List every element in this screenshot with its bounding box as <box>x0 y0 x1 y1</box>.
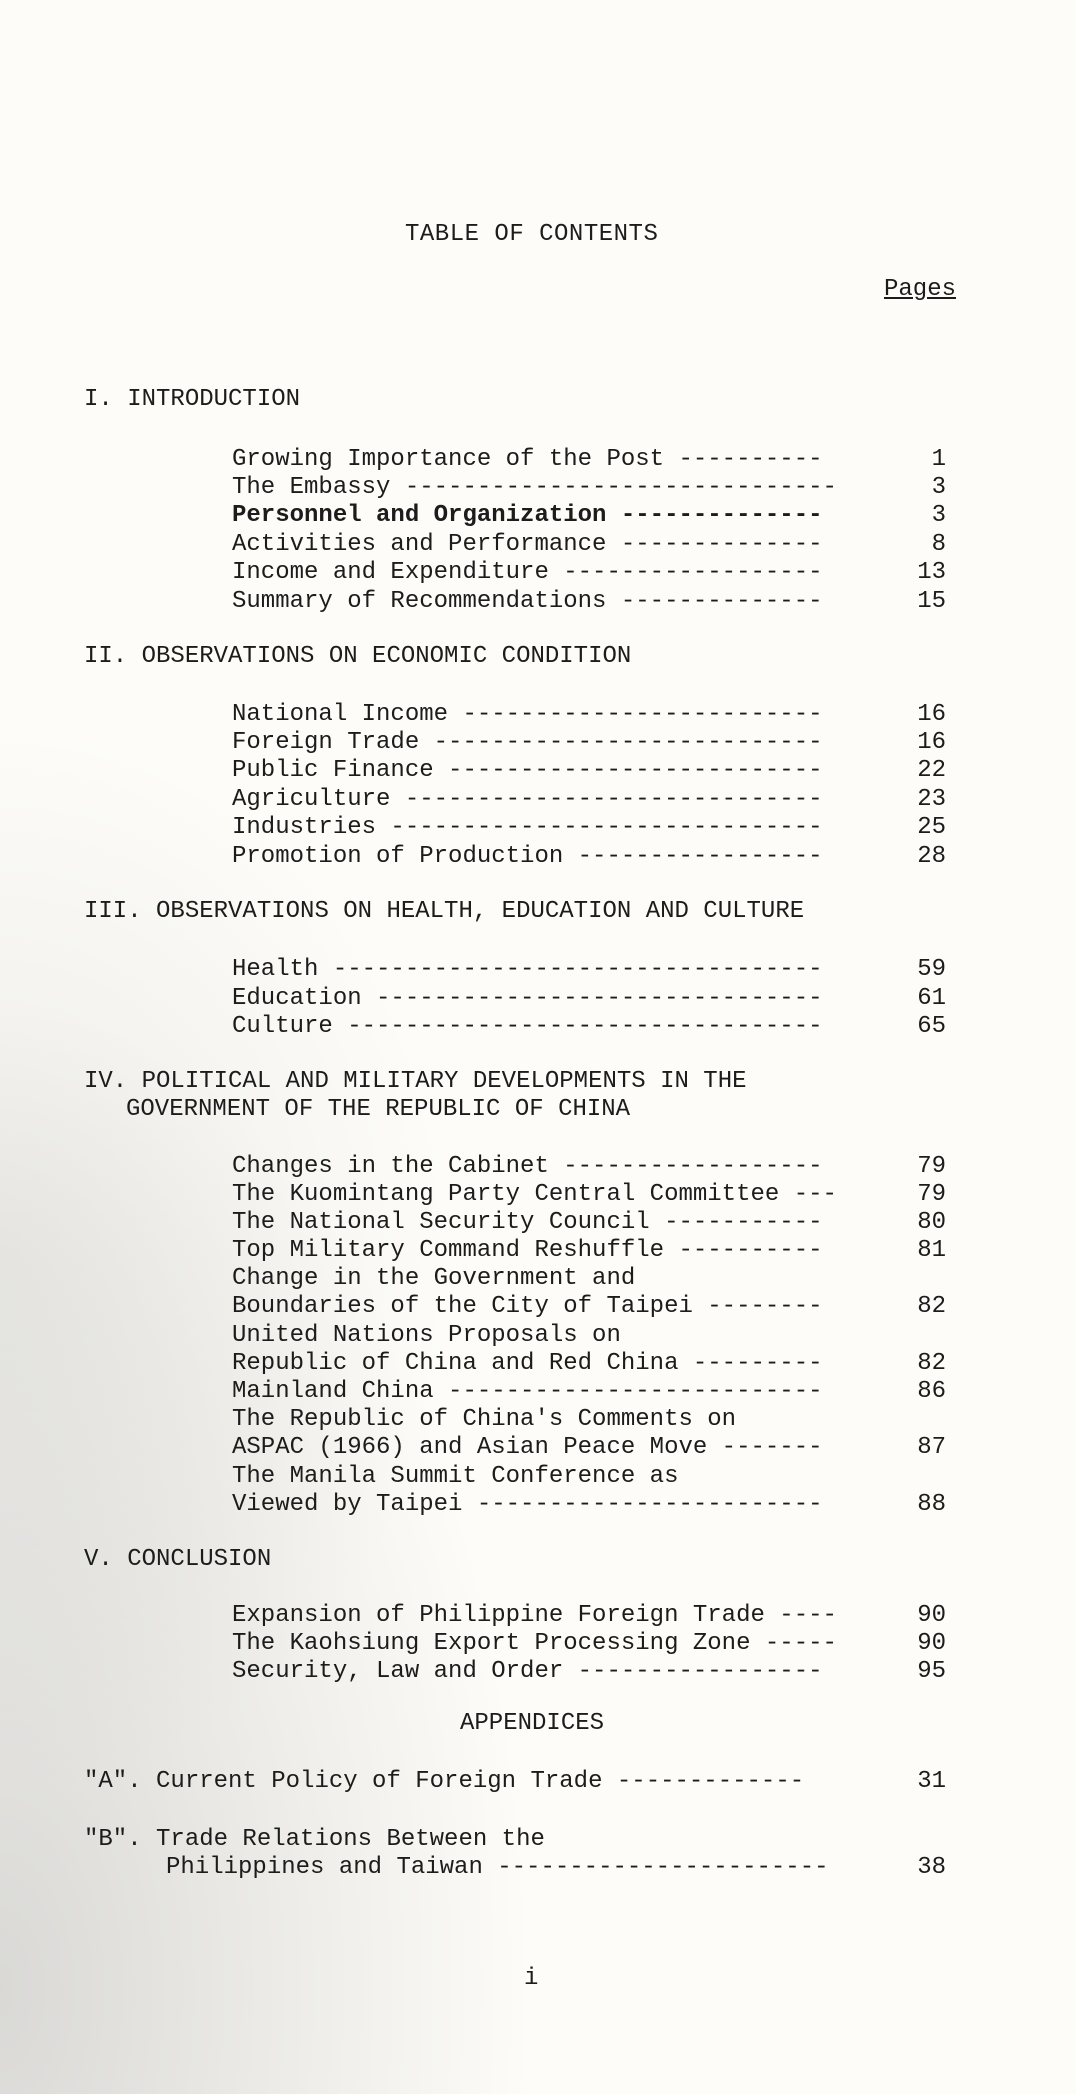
toc-entry-label: Promotion of Production ----------------- <box>232 843 823 870</box>
toc-entry-label: National Income ------------------------- <box>232 701 823 728</box>
toc-entry-page: 65 <box>917 1013 946 1040</box>
appendix-page: 31 <box>917 1768 946 1795</box>
toc-entry-page: 15 <box>917 588 946 615</box>
appendix-label: "A". Current Policy of Foreign Trade ------------- <box>84 1768 805 1795</box>
toc-entry-label: Income and Expenditure ------------------ <box>232 559 823 586</box>
toc-entry-page: 25 <box>917 814 946 841</box>
toc-entry-page: 23 <box>917 786 946 813</box>
toc-entry-label: The National Security Council ----------- <box>232 1209 823 1236</box>
toc-entry-page: 79 <box>917 1153 946 1180</box>
toc-entry-label: Education ------------------------------- <box>232 985 823 1012</box>
toc-entry-label: ASPAC (1966) and Asian Peace Move ------- <box>232 1434 823 1461</box>
page-number: i <box>524 1965 539 1992</box>
section-heading-political: IV. POLITICAL AND MILITARY DEVELOPMENTS IN THE <box>84 1068 747 1095</box>
toc-entry-page: 16 <box>917 729 946 756</box>
pages-column-header: Pages <box>884 276 957 303</box>
toc-entry-page: 79 <box>917 1181 946 1208</box>
toc-entry-label: Summary of Recommendations -------------- <box>232 588 823 615</box>
appendix-label: Philippines and Taiwan ----------------------- <box>166 1854 829 1881</box>
toc-entry-page: 28 <box>917 843 946 870</box>
toc-entry-page: 80 <box>917 1209 946 1236</box>
section-heading-health: III. OBSERVATIONS ON HEALTH, EDUCATION AND CULTURE <box>84 898 805 925</box>
toc-entry-label: Mainland China -------------------------- <box>232 1378 823 1405</box>
toc-entry-page: 86 <box>917 1378 946 1405</box>
toc-entry-label: The Kuomintang Party Central Committee --- <box>232 1181 837 1208</box>
toc-entry-page: 87 <box>917 1434 946 1461</box>
toc-entry-page: 1 <box>931 446 946 473</box>
toc-entry-page: 61 <box>917 985 946 1012</box>
section-heading-conclusion: V. CONCLUSION <box>84 1546 272 1573</box>
toc-entry-page: 8 <box>931 531 946 558</box>
toc-entry-label: Top Military Command Reshuffle ---------- <box>232 1237 823 1264</box>
toc-entry-label: Personnel and Organization -------------- <box>232 502 823 529</box>
toc-entry-page: 90 <box>917 1602 946 1629</box>
toc-entry-label: The Embassy ------------------------------ <box>232 474 837 501</box>
toc-entry-label: Foreign Trade --------------------------- <box>232 729 823 756</box>
toc-entry-label-line1: Change in the Government and <box>232 1265 636 1292</box>
toc-entry-label: Viewed by Taipei ------------------------ <box>232 1491 823 1518</box>
toc-entry-label: Industries ------------------------------ <box>232 814 823 841</box>
appendix-label-line1: "B". Trade Relations Between the <box>84 1826 545 1853</box>
toc-entry-label-line1: United Nations Proposals on <box>232 1322 621 1349</box>
section-heading-political-cont: GOVERNMENT OF THE REPUBLIC OF CHINA <box>126 1096 631 1123</box>
toc-entry-label-line1: The Manila Summit Conference as <box>232 1463 679 1490</box>
toc-entry-label: Republic of China and Red China --------- <box>232 1350 823 1377</box>
toc-entry-label: Boundaries of the City of Taipei -------- <box>232 1293 823 1320</box>
appendices-heading: APPENDICES <box>460 1710 605 1737</box>
toc-entry-page: 82 <box>917 1293 946 1320</box>
toc-entry-page: 88 <box>917 1491 946 1518</box>
toc-entry-label: Culture --------------------------------- <box>232 1013 823 1040</box>
section-heading-introduction: I. INTRODUCTION <box>84 386 301 413</box>
section-heading-economic: II. OBSERVATIONS ON ECONOMIC CONDITION <box>84 643 632 670</box>
toc-entry-page: 3 <box>931 474 946 501</box>
toc-entry-page: 82 <box>917 1350 946 1377</box>
toc-entry-page: 59 <box>917 956 946 983</box>
toc-entry-page: 90 <box>917 1630 946 1657</box>
toc-entry-label: Activities and Performance -------------- <box>232 531 823 558</box>
page-title: TABLE OF CONTENTS <box>405 221 659 248</box>
toc-entry-label: Security, Law and Order ----------------- <box>232 1658 823 1685</box>
toc-entry-page: 13 <box>917 559 946 586</box>
toc-entry-label: Changes in the Cabinet ------------------ <box>232 1153 823 1180</box>
appendix-page: 38 <box>917 1854 946 1881</box>
toc-entry-label: Public Finance -------------------------- <box>232 757 823 784</box>
toc-entry-label: Expansion of Philippine Foreign Trade ---- <box>232 1602 837 1629</box>
toc-entry-label: Agriculture ----------------------------- <box>232 786 823 813</box>
toc-entry-page: 16 <box>917 701 946 728</box>
toc-entry-page: 22 <box>917 757 946 784</box>
toc-entry-label: Growing Importance of the Post ---------- <box>232 446 823 473</box>
toc-entry-page: 95 <box>917 1658 946 1685</box>
toc-entry-label: The Kaohsiung Export Processing Zone ----- <box>232 1630 837 1657</box>
toc-entry-label-line1: The Republic of China's Comments on <box>232 1406 737 1433</box>
toc-entry-page: 81 <box>917 1237 946 1264</box>
toc-entry-label: Health ---------------------------------- <box>232 956 823 983</box>
toc-entry-page: 3 <box>931 502 946 529</box>
